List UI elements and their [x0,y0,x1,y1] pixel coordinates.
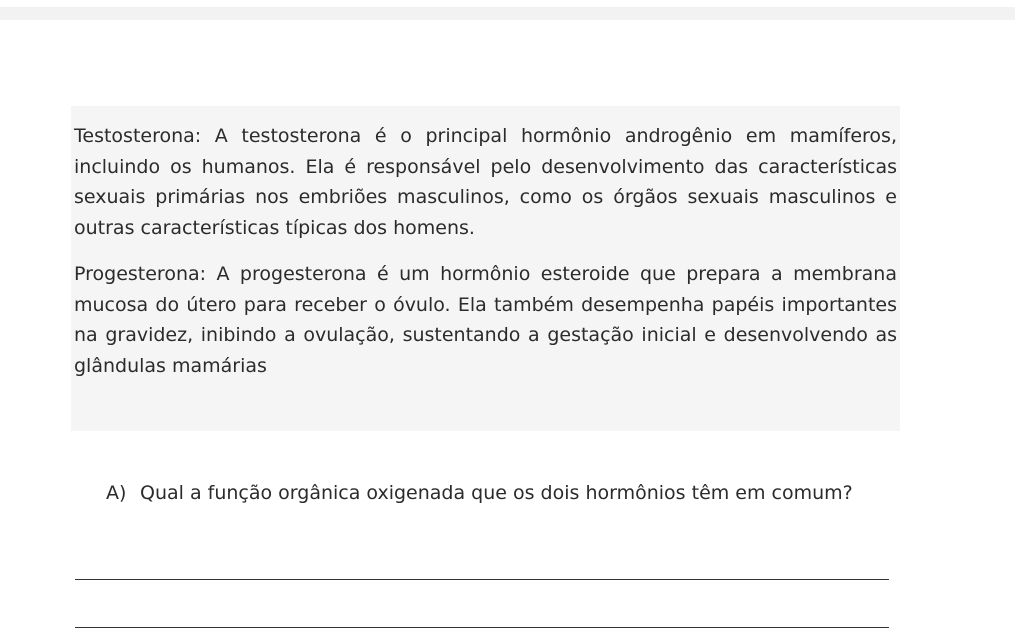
question-text: Qual a função orgânica oxigenada que os dois hormônios têm em comum? [140,482,853,504]
progesterona-paragraph: Progesterona: A progesterona é um hormônio esteroide que prepara a membrana mucosa do útero para receber o óvulo. Ela também desempenha papéis importantes na gravidez, inibindo a ovulação, sustentando a gestação inicial e desenvolvendo as glândulas mamárias [74,263,897,378]
top-strip [0,7,1015,20]
question-letter: A) [106,482,127,504]
question-a [106,478,897,509]
answer-line[interactable] [75,627,889,628]
answer-line[interactable] [75,579,889,580]
testosterona-paragraph: Testosterona: A testosterona é o principal hormônio androgênio em mamíferos, incluindo os humanos. Ela é responsável pelo desenvolvimento das características sexuais primárias nos embriões masculinos, como os órgãos sexuais masculinos e outras características típicas dos homens. [74,125,897,240]
